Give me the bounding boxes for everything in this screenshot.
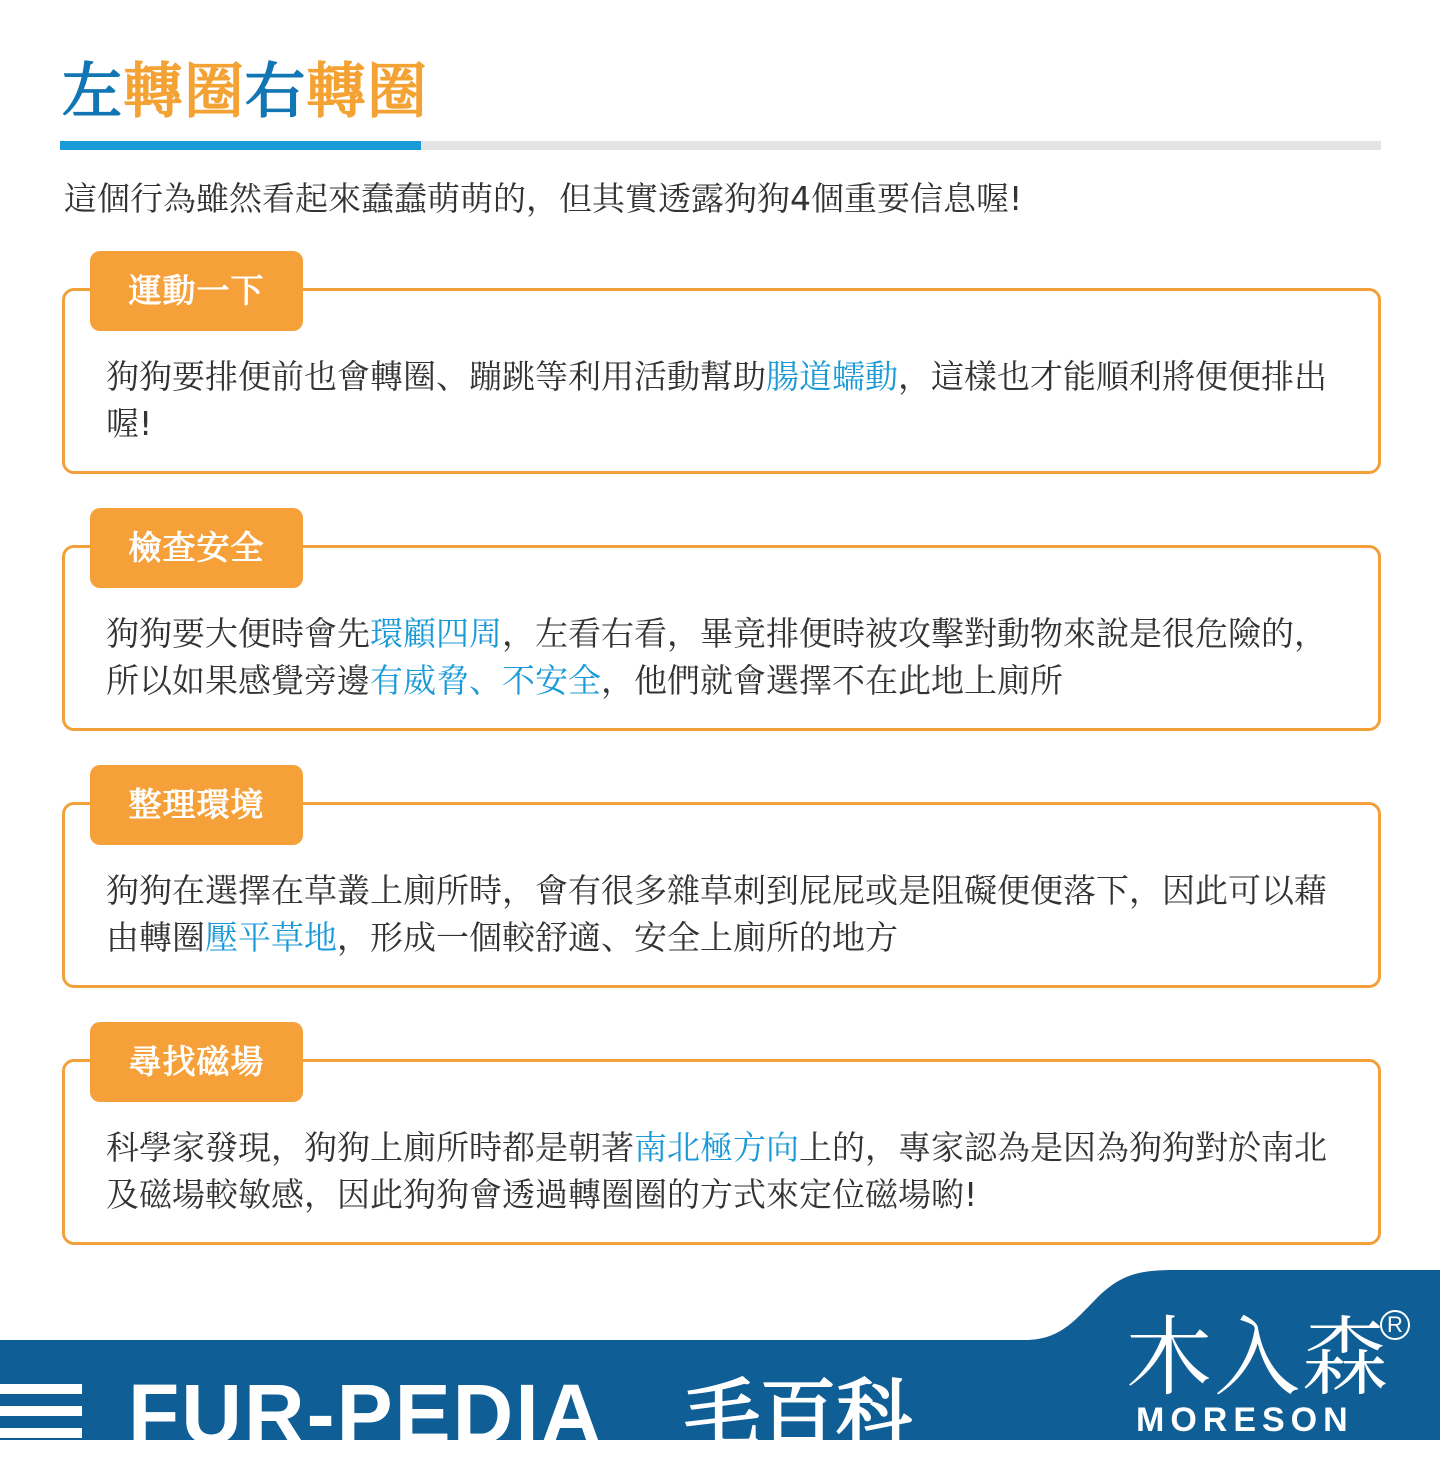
title-turn-1: 轉圈 <box>123 57 245 127</box>
card-body-safety: 狗狗要大便時會先環顧四周，左看右看，畢竟排便時被攻擊對動物來說是很危險的，所以如果感覺旁邊有威脅、不安全，他們就會選擇不在此地上廁所 <box>106 614 1327 700</box>
highlight-text: 壓平草地 <box>205 918 337 957</box>
title-right: 右 <box>245 57 306 127</box>
intro-text: 這個行為雖然看起來蠢蠢萌萌的，但其實透露狗狗4個重要信息喔! <box>64 179 1023 218</box>
card-body-exercise: 狗狗要排便前也會轉圈、蹦跳等利用活動幫助腸道蠕動，這樣也才能順利將便便排出喔! <box>106 357 1327 443</box>
registered-trademark-icon: R <box>1380 1310 1410 1340</box>
menu-line-icon <box>0 1384 82 1394</box>
highlight-text: 南北極方向 <box>634 1128 799 1167</box>
card-tag-magnetic: 尋找磁場 <box>90 1022 303 1102</box>
card-body-magnetic: 科學家發現，狗狗上廁所時都是朝著南北極方向上的，專家認為是因為狗狗對於南北及磁場較敏感，因此狗狗會透過轉圈圈的方式來定位磁場喲! <box>106 1128 1327 1214</box>
company-logo-cn: 木入森 <box>1126 1308 1390 1408</box>
brand-name: FUR-PEDIA <box>128 1367 604 1461</box>
company-logo-en: MORESON <box>1136 1401 1354 1439</box>
highlight-text: 環顧四周 <box>370 614 502 653</box>
page-title <box>62 52 428 132</box>
card-tag-environment: 整理環境 <box>90 765 303 845</box>
highlight-text: 腸道蠕動 <box>766 357 898 396</box>
title-turn-2: 轉圈 <box>306 57 428 127</box>
title-divider-accent <box>60 141 421 150</box>
menu-line-icon <box>0 1428 82 1438</box>
brand-name-cn: 毛百科 <box>684 1370 912 1459</box>
card-body-environment: 狗狗在選擇在草叢上廁所時，會有很多雜草刺到屁屁或是阻礙便便落下，因此可以藉由轉圈壓平草地，形成一個較舒適、安全上廁所的地方 <box>106 871 1327 957</box>
card-tag-exercise: 運動一下 <box>90 251 303 331</box>
card-tag-safety: 檢查安全 <box>90 508 303 588</box>
title-left: 左 <box>62 57 123 127</box>
menu-line-icon <box>0 1406 82 1416</box>
highlight-text: 有威脅、不安全 <box>370 661 601 700</box>
